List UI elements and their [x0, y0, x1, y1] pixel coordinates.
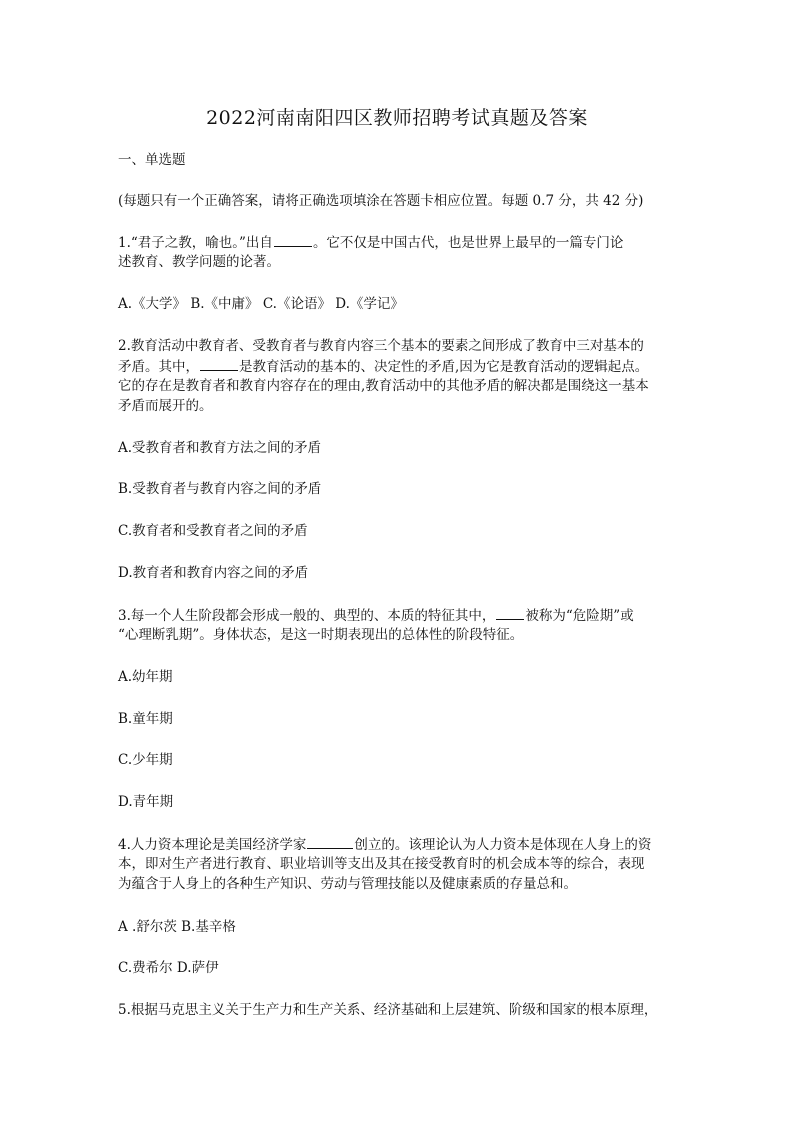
q2-answer-blank [200, 356, 238, 371]
q2-option-d: D.教育者和教育内容之间的矛盾 [118, 565, 309, 581]
q2-line-4: 矛盾而展开的。 [118, 398, 213, 414]
q2-line-2 [118, 356, 678, 377]
q4-line-1 [118, 834, 678, 855]
q5-line-1: 5.根据马克思主义关于生产力和生产关系、经济基础和上层建筑、阶级和国家的根本原理， [118, 1002, 658, 1018]
q4-options-ab: A .舒尔茨 B.基辛格 [118, 919, 236, 935]
q2-option-c: C.教育者和受教育者之间的矛盾 [118, 523, 308, 539]
q4-text-post: 创立的。该理论认为人力资本是体现在人身上的资 [354, 837, 652, 853]
q4-text-pre: 4.人力资本理论是美国经济学家 [118, 837, 307, 853]
instruction-text: (每题只有一个正确答案，请将正确选项填涂在答题卡相应位置。每题 0.7 分，共 42 分) [118, 193, 644, 209]
q3-text-post: 被称为“危险期”或 [525, 608, 634, 624]
document-title: 2022河南南阳四区教师招聘考试真题及答案 [206, 107, 588, 129]
q2-line-1: 2.教育活动中教育者、受教育者与教育内容三个基本的要素之间形成了教育中三对基本的 [118, 338, 644, 354]
q3-option-a: A.幼年期 [118, 669, 173, 685]
q3-option-d: D.青年期 [118, 794, 174, 810]
q1-text-post: 。它不仅是中国古代，也是世界上最早的一篇专门论 [312, 235, 624, 251]
q4-line-2: 本，即对生产者进行教育、职业培训等支出及其在接受教育时的机会成本等的综合，表现 [118, 856, 645, 872]
q2-option-b: B.受教育者与教育内容之间的矛盾 [118, 481, 322, 497]
q3-option-b: B.童年期 [118, 711, 173, 727]
q2-line-3: 它的存在是教育者和教育内容存在的理由,教育活动中的其他矛盾的解决都是围绕这一基本 [118, 378, 649, 394]
q1-options: A.《大学》 B.《中庸》 C.《论语》 D.《学记》 [118, 296, 404, 312]
q3-line-2: “心理断乳期”。身体状态，是这一时期表现出的总体性的阶段特征。 [118, 627, 524, 643]
q3-line-1 [118, 605, 678, 626]
q1-line-2: 述教育、教学问题的论著。 [118, 254, 280, 270]
q1-line-1 [118, 232, 678, 253]
q4-line-3: 为蕴含于人身上的各种生产知识、劳动与管理技能以及健康素质的存量总和。 [118, 876, 577, 892]
q1-answer-blank [274, 232, 312, 247]
q3-option-c: C.少年期 [118, 752, 173, 768]
q2-text-pre: 矛盾。其中， [118, 359, 199, 375]
q3-text-pre: 3.每一个人生阶段都会形成一般的、典型的、本质的特征其中， [118, 608, 496, 624]
section-heading: 一、单选题 [118, 152, 186, 168]
q4-answer-blank [307, 834, 353, 849]
q1-text-pre: 1.“君子之教，喻也。”出自 [118, 235, 273, 251]
q2-option-a: A.受教育者和教育方法之间的矛盾 [118, 440, 322, 456]
q4-options-cd: C.费希尔 D.萨伊 [118, 960, 219, 976]
q3-answer-blank [496, 605, 524, 620]
q2-text-post: 是教育活动的基本的、决定性的矛盾,因为它是教育活动的逻辑起点。 [239, 359, 649, 375]
